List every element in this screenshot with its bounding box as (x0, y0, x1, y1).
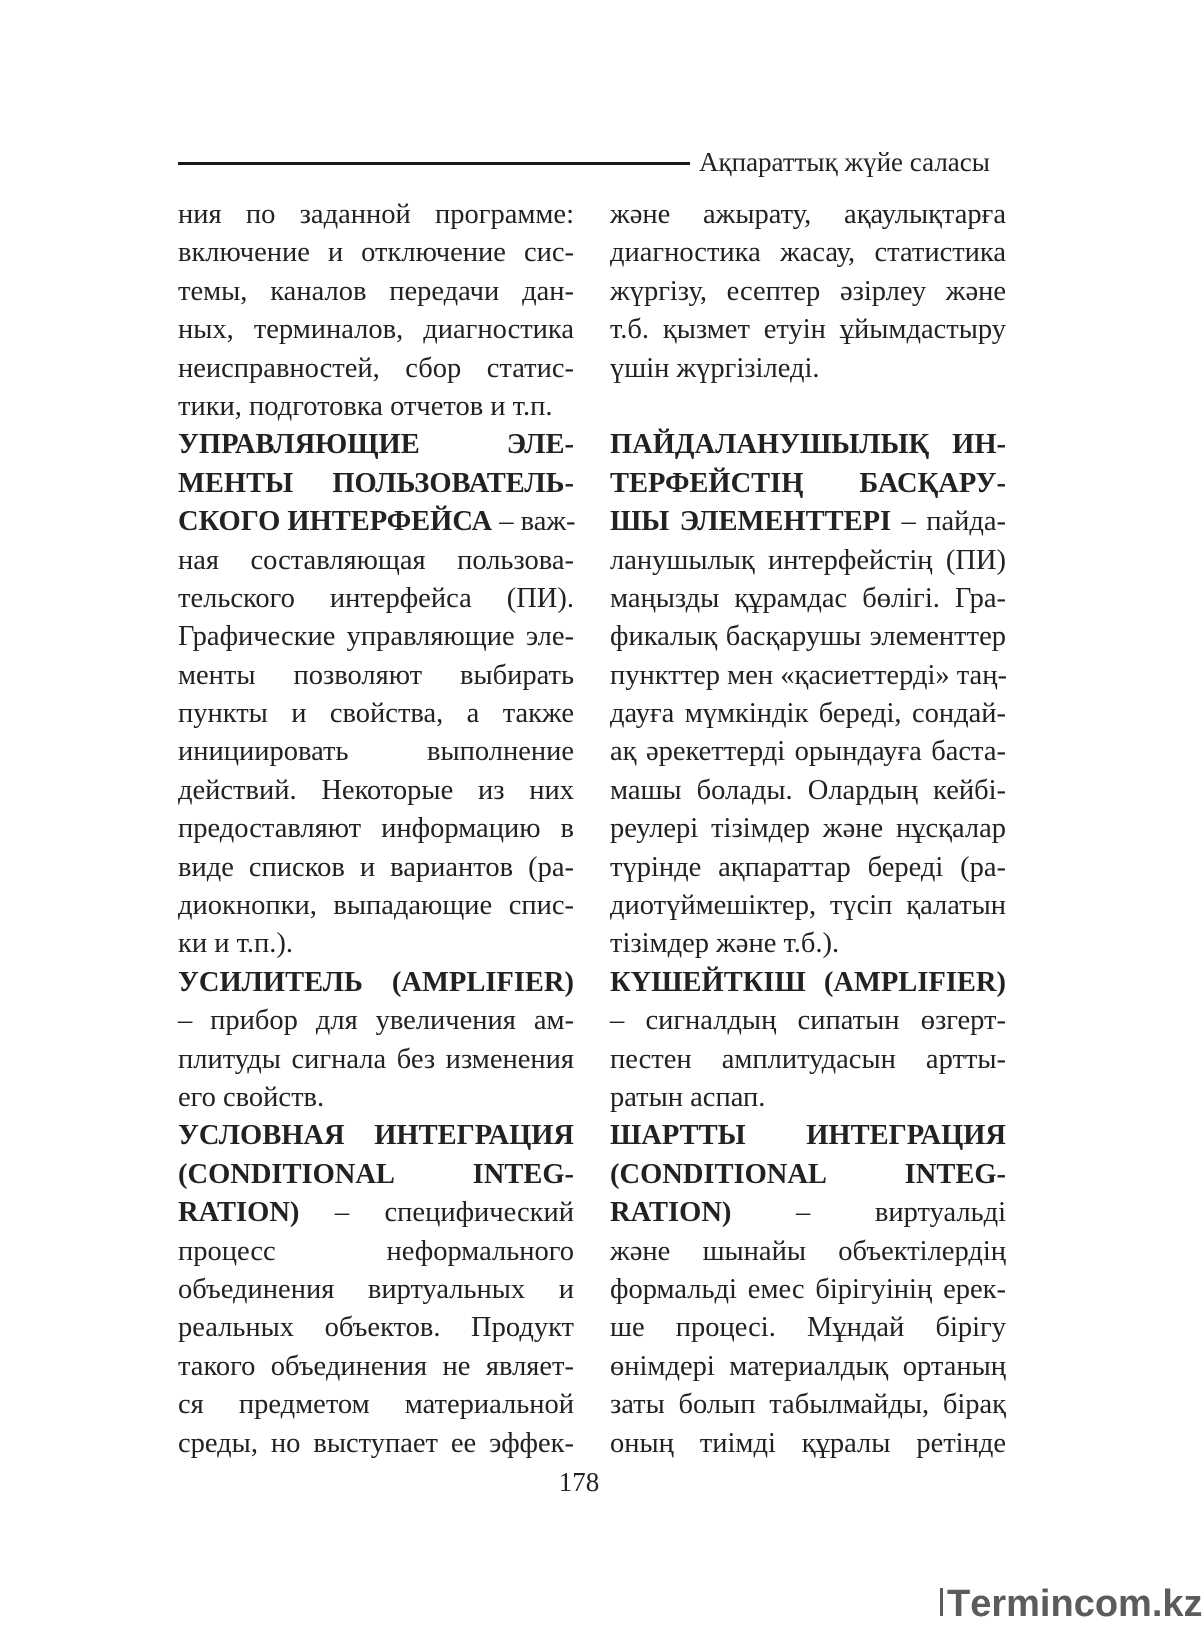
watermark-letter: T (947, 1583, 971, 1625)
page-number: 178 (558, 1467, 600, 1497)
text-line: реулері тізімдер және нұсқалар (610, 813, 1006, 845)
text-line: Графические управляющие эле- (178, 621, 574, 653)
text-line: үшін жүргізіледі. (610, 352, 820, 384)
text-line: инициировать выполнение (178, 736, 574, 768)
text-line: диокнопки, выпадающие спис- (178, 890, 574, 922)
text-line: тельского интерфейса (ПИ). (178, 582, 574, 614)
text-line: темы, каналов передачи дан- (178, 275, 574, 307)
text-line: түрінде ақпараттар береді (ра- (610, 851, 1006, 883)
left-column (178, 196, 574, 1463)
text-line: фикалық басқарушы элементтер (610, 621, 1006, 653)
text-line: предоставляют информацию в (178, 813, 574, 845)
text-line (178, 1194, 574, 1232)
term-heading: УПРАВЛЯЮЩИЕ ЭЛЕ- (178, 429, 574, 461)
term-heading: МЕНТЫ ПОЛЬЗОВАТЕЛЬ- (178, 467, 574, 499)
term-heading: RATION) (610, 1197, 732, 1229)
term-heading: ТЕРФЕЙСТІҢ БАСҚАРУ- (610, 467, 1006, 499)
text-line: диотүймешіктер, түсіп қалатын (610, 890, 1006, 922)
term-heading: ПАЙДАЛАНУШЫЛЫҚ ИН- (610, 429, 1006, 461)
watermark-bar-icon (940, 1588, 943, 1616)
text-line: т.б. қызмет етуін ұйымдастыру (610, 314, 1006, 346)
definition-start: – виртуальді (731, 1197, 1006, 1229)
text-line: маңызды құрамдас бөлігі. Гра- (610, 582, 1006, 614)
term-heading: RATION) (178, 1197, 300, 1229)
text-line: диагностика жасау, статистика (610, 237, 1006, 269)
text-line: неисправностей, сбор статис- (178, 352, 574, 384)
text-line: такого объединения не являет- (178, 1350, 574, 1382)
text-line: ная составляющая пользова- (178, 544, 574, 576)
text-line: дауға мүмкіндік береді, сондай- (610, 698, 1006, 730)
text-line: ки и т.п.). (178, 928, 294, 960)
term-heading: УСЛОВНАЯ ИНТЕГРАЦИЯ (178, 1120, 574, 1152)
definition-start: – специфический (299, 1197, 574, 1229)
term-heading: ШАРТТЫ ИНТЕГРАЦИЯ (610, 1120, 1006, 1152)
text-line: – сигналдың сипатын өзгерт- (610, 1005, 1006, 1037)
running-header: Ақпараттық жүйе саласы (699, 147, 990, 177)
text-line: тики, подготовка отчетов и т.п. (178, 390, 553, 422)
text-line: виде списков и вариантов (ра- (178, 851, 574, 883)
text-line: включение и отключение сис- (178, 237, 574, 269)
term-heading: (CONDITIONAL INTEG- (178, 1158, 574, 1190)
text-line: менты позволяют выбирать (178, 659, 574, 691)
term-heading: КҮШЕЙТКІШ (AMPLIFIER) (610, 966, 1006, 998)
text-line: реальных объектов. Продукт (178, 1312, 574, 1344)
text-line: жүргізу, есептер әзірлеу және (610, 275, 1006, 307)
text-line: және ажырату, ақаулықтарға (610, 199, 1006, 230)
text-line: среды, но выступает ее эффек- (178, 1427, 574, 1459)
text-line: ния по заданной программе: (178, 199, 574, 230)
text-line: процесс неформального (178, 1235, 574, 1267)
text-line (178, 503, 574, 541)
text-line: ланушылық интерфейстің (ПИ) (610, 544, 1006, 576)
text-line: ся предметом материальной (178, 1389, 574, 1421)
text-line: плитуды сигнала без изменения (178, 1043, 574, 1075)
text-line (610, 503, 1006, 541)
right-column (610, 196, 1006, 1463)
text-line: объединения виртуальных и (178, 1273, 574, 1305)
text-line: пестен амплитудасын артты- (610, 1043, 1006, 1075)
paragraph-gap (610, 388, 1006, 426)
text-line: ше процесі. Мұндай бірігу (610, 1312, 1006, 1344)
watermark-text: ermincom.kz (970, 1583, 1203, 1625)
term-heading: (CONDITIONAL INTEG- (610, 1158, 1006, 1190)
text-line: пункты и свойства, а также (178, 698, 574, 730)
text-line: формальді емес бірігуінің ерек- (610, 1273, 1006, 1305)
header-rule (178, 162, 690, 165)
text-line: заты болып табылмайды, бірақ (610, 1389, 1006, 1421)
text-line: ақ әрекеттерді орындауға баста- (610, 736, 1006, 768)
text-line: ратын аспап. (610, 1081, 766, 1113)
definition-start: – важ- (492, 506, 576, 538)
text-line (610, 1194, 1006, 1232)
text-line: действий. Некоторые из них (178, 774, 574, 806)
term-heading: УСИЛИТЕЛЬ (AMPLIFIER) (178, 966, 574, 998)
definition-start: – пайда- (891, 506, 1006, 538)
term-heading: СКОГО ИНТЕРФЕЙСА (178, 506, 493, 538)
text-line: машы болады. Олардың кейбі- (610, 774, 1006, 806)
text-line: – прибор для увеличения ам- (178, 1005, 574, 1037)
text-line: тізімдер және т.б.). (610, 928, 840, 960)
text-line: его свойств. (178, 1081, 325, 1113)
termincom-watermark (940, 1583, 1203, 1626)
text-line: өнімдері материалдық ортаның (610, 1350, 1006, 1382)
text-line: пункттер мен «қасиеттерді» таң- (610, 659, 1007, 691)
text-line: және шынайы объектілердің (610, 1235, 1006, 1267)
term-heading: ШЫ ЭЛЕМЕНТТЕРІ (610, 506, 892, 538)
text-line: оның тиімді құралы ретінде (610, 1427, 1006, 1459)
text-line: ных, терминалов, диагностика (178, 314, 574, 346)
